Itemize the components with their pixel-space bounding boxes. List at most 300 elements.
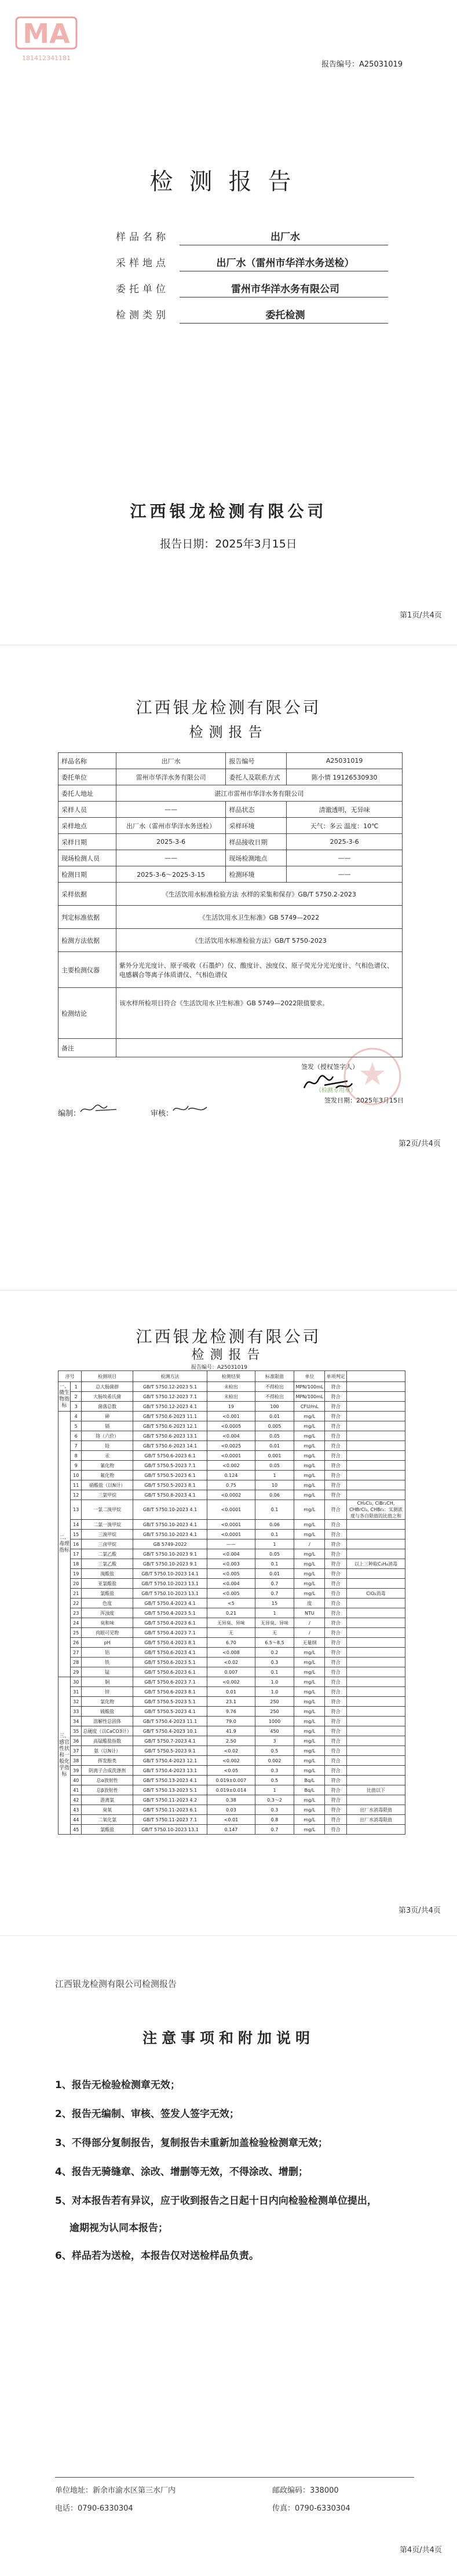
cell-result: 0.75 [207,1480,255,1490]
cell-judgement: 符合 [325,1628,347,1638]
cell-item: 硝酸盐（以N计） [82,1480,133,1490]
cell-value: 雷州市华洋水务有限公司 [116,769,226,785]
cell-note [346,1421,405,1431]
cell-index: 31 [71,1687,82,1697]
note-item: 逾期视为认同本报告； [70,2222,168,2234]
cell-note [346,1707,405,1717]
cell-note [346,1628,405,1638]
cell-value: 出厂水（雷州市华洋水务送检） [116,818,226,834]
cell-result: <0.02 [207,1658,255,1667]
cell-method: GB/T 5750.12-2023 7.1 [133,1392,207,1402]
cell-method: GB/T 5750.8-2023 4.1 [133,1490,207,1500]
cell-result: <0.002 [207,1677,255,1687]
cell-unit: mg/L [294,1461,325,1471]
cell-item: 亚氯酸盐 [82,1579,133,1589]
note-item: 5、对本报告若有异议，应于收到报告之日起十日内向检验检测单位提出， [55,2195,377,2207]
footer-phone: 电话：0790-6330304 [55,2504,133,2513]
cell-method: GB/T 5750.10-2023 9.1 [133,1549,207,1559]
cell-value: 《生活饮用水卫生标准》GB 5749—2022 [116,906,402,929]
cell-note [346,1746,405,1756]
cell-judgement: 符合 [325,1480,347,1490]
cell-method: GB/T 5750.5-2023 7.1 [133,1461,207,1471]
cell-result: 0.147 [207,1825,255,1835]
cell-note [346,1795,405,1805]
category-cell: 三、感官性状和一般化学指标 [59,1677,71,1835]
prepared-label: 编制： [58,1109,81,1118]
table-row [59,1412,405,1421]
cell-judgement: 符合 [325,1500,347,1520]
cell-result: 19 [207,1402,255,1412]
col-header-note [346,1371,405,1382]
table-row [59,1736,405,1746]
cell-label: 检测环境 [226,866,287,883]
cell-unit: / [294,1618,325,1628]
cell-unit: MPN/100mL [294,1382,325,1392]
footer-divider [55,2477,414,2478]
cell-index: 15 [71,1530,82,1539]
cell-item: 总大肠菌群 [82,1382,133,1392]
cell-judgement: 符合 [325,1648,347,1658]
cell-judgement: 符合 [325,1490,347,1500]
field-value: 雷州市华洋水务有限公司 [231,284,339,295]
table-row [59,1579,405,1589]
cell-unit: mg/L [294,1825,325,1835]
table-row [59,1530,405,1539]
cell-label: 委托人地址 [59,785,116,802]
cell-value: 2025-3-6 [287,834,403,850]
cell-result: 0.38 [207,1795,255,1805]
cell-judgement: 符合 [325,1539,347,1549]
cell-method: GB/T 5750.4-2023 11.1 [133,1717,207,1726]
cell-unit: mg/L [294,1549,325,1559]
cell-value: 2025-3-6 [116,834,226,850]
cell-unit: mg/L [294,1726,325,1736]
cell-judgement: 符合 [325,1677,347,1687]
notes-title: 注意事项和附加说明 [142,2030,315,2046]
table-header-row [59,1371,405,1382]
cell-method: GB/T 5750.10-2023 13.1 [133,1825,207,1835]
cell-limit: 1.0 [255,1677,294,1687]
cell-note [346,1431,405,1441]
cell-item: 氯酸盐 [82,1589,133,1598]
cell-judgement: 符合 [325,1687,347,1697]
reviewed-label: 审核： [151,1109,174,1118]
cell-method: GB/T 5750.10-2023 4.1 [133,1530,207,1539]
cell-limit: 0.8 [255,1815,294,1825]
cell-value: 紫外分光光度计、原子吸收（石墨炉）仪、酸度计、浊度仪、原子荧光分光光度计、气相色谱仪、电感耦合等离子体质谱仪、气相色谱仪 [116,952,402,988]
cover-page [0,0,457,645]
cell-note [346,1490,405,1500]
cell-limit: 0.3 [255,1658,294,1667]
svg-text:MA: MA [23,18,70,49]
cell-item: 溴酸盐 [82,1569,133,1579]
footer-fax: 传真：0790-6330304 [272,2504,350,2513]
cell-index: 6 [71,1431,82,1441]
cell-judgement: 符合 [325,1392,347,1402]
cell-index: 24 [71,1618,82,1628]
table-row [59,1825,405,1835]
cell-result: 0.03 [207,1805,255,1815]
cell-unit: NTU [294,1608,325,1618]
cell-method: GB/T 5750.7-2023 4.1 [133,1736,207,1746]
note-item: 1、报告无检验检测章无效； [55,2079,180,2091]
cell-judgement: 符合 [325,1667,347,1677]
cell-judgement: 符合 [325,1707,347,1717]
category-cell: 二、毒理指标 [59,1412,71,1677]
seal-label: （检测专用章） [316,1087,356,1094]
cell-judgement: 符合 [325,1697,347,1707]
cell-method: GB/T 5750.4-2023 13.1 [133,1766,207,1776]
cell-note [346,1608,405,1618]
cell-item: 总硬度（以CaCO3计） [82,1726,133,1736]
cell-method: GB/T 5750.10-2023 4.1 [133,1520,207,1530]
cell-method: GB/T 5750.13-2023 4.1 [133,1776,207,1785]
cell-value: 湛江市雷州市华洋水务有限公司 [116,785,402,802]
cell-unit: 无量纲 [294,1638,325,1648]
cell-unit: mg/L [294,1648,325,1658]
cell-note [346,1667,405,1677]
cell-judgement: 符合 [325,1421,347,1431]
cell-unit: mg/L [294,1667,325,1677]
cell-result: <0.0005 [207,1421,255,1431]
cell-label: 判定标准依据 [59,906,116,929]
cell-unit: mg/L [294,1569,325,1579]
cell-item: 铜 [82,1677,133,1687]
table-row [59,1441,405,1451]
cell-note [346,1658,405,1667]
table-row [59,906,403,929]
cell-unit: mg/L [294,1480,325,1490]
table-row [59,753,403,769]
cell-judgement: 符合 [325,1638,347,1648]
notes-page [0,1936,457,2576]
cell-note: 出厂水消毒限值 [346,1805,405,1815]
cell-method: GB/T 5750.10-2023 9.1 [133,1559,207,1569]
cell-unit: mg/L [294,1589,325,1598]
table-row [59,1667,405,1677]
cell-item: 锌 [82,1687,133,1697]
cell-note [346,1579,405,1589]
table-row [59,1628,405,1638]
cell-index: 43 [71,1805,82,1815]
cell-item: 菌落总数 [82,1402,133,1412]
cell-result: <0.008 [207,1648,255,1658]
cell-method: GB/T 5750.4-2023 4.1 [133,1598,207,1608]
cell-index: 45 [71,1825,82,1835]
cell-item: 三卤甲烷 [82,1539,133,1549]
cell-result: <0.002 [207,1461,255,1471]
cell-label: 备注 [59,1039,116,1057]
cell-method: GB/T 5750.6-2023 14.1 [133,1441,207,1451]
cell-judgement: 符合 [325,1569,347,1579]
cell-value: 该水样所检项目符合《生活饮用水卫生标准》GB 5749—2022限值要求。 [116,988,402,1039]
cell-item: 三氯甲烷 [82,1490,133,1500]
table-row [59,850,403,866]
cell-item: 肉眼可见物 [82,1628,133,1638]
cell-result: 未检出 [207,1392,255,1402]
table-row [59,1726,405,1736]
cell-judgement: 符合 [325,1402,347,1412]
field-value: 出厂水 [270,231,300,243]
cell-index: 20 [71,1579,82,1589]
table-row [59,1559,405,1569]
info-page [0,645,457,1291]
cell-limit: 1 [255,1539,294,1549]
cell-judgement: 符合 [325,1766,347,1776]
cell-index: 4 [71,1412,82,1421]
field-label: 采样地点 [116,258,169,269]
cell-result: 0.01 [207,1687,255,1697]
cell-judgement: 符合 [325,1736,347,1746]
cell-limit: 0.01 [255,1569,294,1579]
cell-unit: mg/L [294,1441,325,1451]
cell-note: 比值以下 [346,1785,405,1795]
info-table [58,752,403,1057]
cell-unit: mg/L [294,1520,325,1530]
table-row [59,1776,405,1785]
cell-item: 汞 [82,1451,133,1461]
cell-result: 0.019±0.007 [207,1776,255,1785]
cell-index: 1 [71,1382,82,1392]
col-header-limit: 标准限值 [255,1371,294,1382]
cell-unit: mg/L [294,1471,325,1480]
field-value: 委托检测 [265,310,305,321]
cell-method: GB/T 5750.4-2023 6.1 [133,1618,207,1628]
cell-item: 游离氯 [82,1795,133,1805]
cell-result: <0.001 [207,1412,255,1421]
cell-unit: 度 [294,1598,325,1608]
cell-judgement: 符合 [325,1520,347,1530]
cell-index: 36 [71,1736,82,1746]
cell-item: pH [82,1638,133,1648]
cell-unit: mg/L [294,1677,325,1687]
cell-note [346,1441,405,1451]
cell-unit: Bq/L [294,1785,325,1795]
cell-index: 44 [71,1815,82,1825]
cell-judgement: 符合 [325,1530,347,1539]
cell-limit: 0.05 [255,1461,294,1471]
cell-limit: 250 [255,1707,294,1717]
cell-limit: 15 [255,1598,294,1608]
cell-note [346,1461,405,1471]
cell-result: 无异臭、异味 [207,1618,255,1628]
cell-result: <0.004 [207,1549,255,1559]
cell-value: 2025-3-6～2025-3-15 [116,866,226,883]
cell-limit: 0.3 [255,1805,294,1815]
cell-item: 二氯一溴甲烷 [82,1520,133,1530]
cell-limit: 无 [255,1628,294,1638]
cell-note [346,1825,405,1835]
cell-limit: 1 [255,1608,294,1618]
cell-label: 样品名称 [59,753,116,769]
cell-label: 检测方法依据 [59,929,116,952]
cell-method: GB/T 5750.4-2023 5.1 [133,1608,207,1618]
cell-method: GB/T 5750.10-2023 13.1 [133,1579,207,1589]
field-client [116,275,388,299]
cell-label: 委托单位 [59,769,116,785]
cell-label: 现场检测地点 [226,850,287,866]
cell-value: A25031019 [287,753,403,769]
cell-result: <0.005 [207,1569,255,1579]
cell-result: <0.003 [207,1559,255,1569]
cell-index: 23 [71,1608,82,1618]
cell-method: GB/T 5750.5-2023 6.1 [133,1471,207,1480]
cell-limit: 0.06 [255,1520,294,1530]
table-row [59,1539,405,1549]
cell-judgement: 符合 [325,1579,347,1589]
cell-limit: 450 [255,1726,294,1736]
cell-label: 现场检测人员 [59,850,116,866]
cell-value: —— [287,866,403,883]
cell-value: 《生活饮用水标准检验方法 水样的采集和保存》GB/T 5750.2-2023 [116,883,402,906]
cell-note [346,1677,405,1687]
official-seal-icon [341,1045,404,1108]
cell-limit: 0.1 [255,1667,294,1677]
cell-index: 12 [71,1490,82,1500]
table-row [59,1520,405,1530]
cell-unit: / [294,1539,325,1549]
cell-judgement: 符合 [325,1658,347,1667]
cell-note [346,1480,405,1490]
cell-note [346,1618,405,1628]
cell-index: 33 [71,1707,82,1717]
cell-limit: 0.3 [255,1766,294,1776]
cell-limit: 0.7 [255,1589,294,1598]
cell-item: 二氧化氯 [82,1815,133,1825]
table-row [59,1589,405,1598]
cell-result: 未检出 [207,1382,255,1392]
field-value: 出厂水（雷州市华洋水务送检） [216,258,354,269]
cell-limit: 0.3～2 [255,1795,294,1805]
cell-judgement: 符合 [325,1559,347,1569]
field-label: 委托单位 [116,284,169,295]
table-row [59,1638,405,1648]
report-date: 报告日期：2025年3月15日 [160,538,297,550]
cell-limit: 0.005 [255,1421,294,1431]
note-item: 4、报告无骑缝章、涂改、增删等无效，不得涂改、增删； [55,2166,308,2178]
cell-result: —— [207,1539,255,1549]
cell-limit: 0.7 [255,1579,294,1589]
cell-judgement: 符合 [325,1608,347,1618]
cell-index: 40 [71,1776,82,1785]
report-number-value: A25031019 [359,60,403,69]
cell-result: <0.0001 [207,1500,255,1520]
report-number-label: 报告编号： [321,60,360,69]
cell-note: 出厂水消毒限值 [346,1815,405,1825]
page-number: 第2页/共4页 [398,1140,441,1148]
cell-judgement: 符合 [325,1805,347,1815]
cell-judgement: 符合 [325,1431,347,1441]
cell-limit: 0.1 [255,1559,294,1569]
cell-item: 镉 [82,1421,133,1431]
field-label: 检测类别 [116,310,169,321]
note-item: 3、不得部分复制报告，复制报告未重新加盖检验检测章无效； [55,2137,328,2149]
cell-item: 铁 [82,1658,133,1667]
cell-limit: 0.5 [255,1776,294,1785]
table-row [59,988,403,1039]
cell-label: 采样地点 [59,818,116,834]
cell-result: <0.002 [207,1756,255,1766]
page-number: 第4页/共4页 [400,2546,442,2555]
table-row [59,1500,405,1520]
cell-index: 39 [71,1766,82,1776]
cell-method: GB/T 5750.6-2023 8.1 [133,1687,207,1697]
cell-item: 溶解性总固体 [82,1717,133,1726]
table-row [59,1402,405,1412]
cell-item: 色度 [82,1598,133,1608]
cell-method: GB/T 5750.4-2023 10.1 [133,1726,207,1736]
cell-unit: mg/L [294,1746,325,1756]
cell-item: 氰化物 [82,1461,133,1471]
cell-index: 10 [71,1471,82,1480]
col-header-result: 检测结果 [207,1371,255,1382]
cell-method: GB/T 5750.6-2023 13.1 [133,1431,207,1441]
cell-index: 25 [71,1628,82,1638]
results-table [58,1370,405,1835]
cell-result: 23.1 [207,1697,255,1707]
cell-value: 天气：多云 温度：10℃ [287,818,403,834]
cell-item: 臭氧 [82,1805,133,1815]
report-title: 检测报告 [189,724,268,740]
cell-unit: mg/L [294,1412,325,1421]
cell-note [346,1697,405,1707]
table-row [59,769,403,785]
cell-item: 阴离子合成洗涤剂 [82,1766,133,1776]
cell-index: 3 [71,1402,82,1412]
cell-unit: CFU/mL [294,1402,325,1412]
cell-unit: mg/L [294,1805,325,1815]
page-number: 第1页/共4页 [400,611,442,620]
cell-result: <5 [207,1598,255,1608]
cell-item: 浑浊度 [82,1608,133,1618]
cell-result: <0.004 [207,1431,255,1441]
cell-unit: mg/L [294,1687,325,1697]
col-header-item: 检测项目 [82,1371,133,1382]
cell-limit: 0.01 [255,1412,294,1421]
cell-limit: 不得检出 [255,1382,294,1392]
note-item: 2、报告无编制、审核、签发人签字无效； [55,2108,239,2120]
cell-index: 19 [71,1569,82,1579]
cell-result: <0.05 [207,1766,255,1776]
page-number: 第3页/共4页 [398,1906,441,1915]
report-title: 检测报告 [149,168,308,195]
cell-method: GB/T 5750.5-2023 4.1 [133,1707,207,1717]
cell-judgement: 符合 [325,1776,347,1785]
cell-index: 7 [71,1441,82,1451]
cell-unit: mg/L [294,1717,325,1726]
field-sample-name [116,223,388,247]
cell-limit: 0.001 [255,1451,294,1461]
cell-note: 以上三种取C₃H₄消毒 [346,1559,405,1569]
cell-method: GB/T 5750.4-2023 7.1 [133,1628,207,1638]
cell-limit: 0.1 [255,1530,294,1539]
cell-result: 2.50 [207,1736,255,1746]
cell-index: 13 [71,1500,82,1520]
cell-limit: 100 [255,1402,294,1412]
cell-note: ClO₂消毒 [346,1589,405,1598]
cell-method: GB/T 5750.6-2023 4.1 [133,1648,207,1658]
field-sampling-location [116,249,388,273]
cell-note [346,1717,405,1726]
table-row [59,1677,405,1687]
cell-note [346,1736,405,1746]
cell-index: 17 [71,1549,82,1559]
cell-judgement: 符合 [325,1382,347,1392]
cell-value: 清澈透明，无异味 [287,802,403,818]
cell-index: 27 [71,1648,82,1658]
footer-address: 单位地址：新余市渝水区第三水厂内 [55,2486,176,2495]
cell-label: 主要检测仪器 [59,952,116,988]
